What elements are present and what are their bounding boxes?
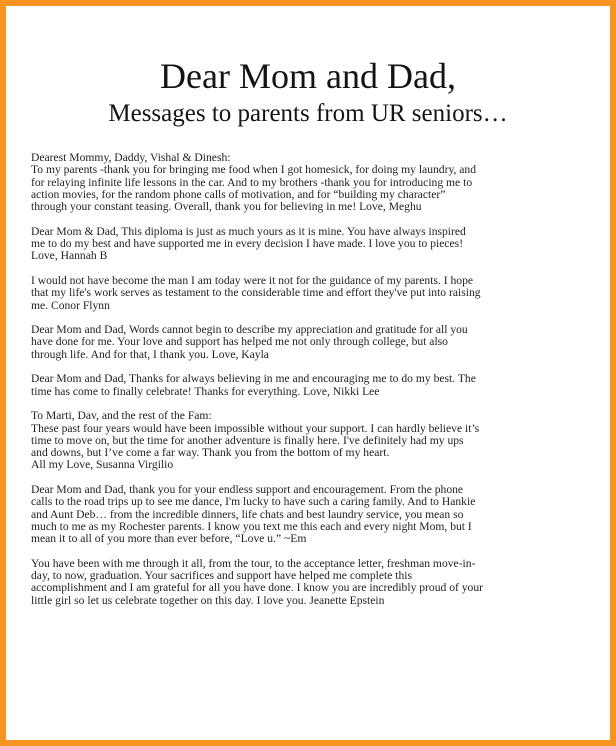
message-line: and downs, but I’ve come a far way. Thank you from the bottom of my heart.	[31, 446, 390, 460]
message-line: These past four years would have been impossible without your support. I can hardly believe it’s	[31, 421, 480, 435]
message-paragraph	[31, 484, 591, 545]
message-paragraph	[31, 152, 591, 213]
message-line: Dear Mom and Dad, Thanks for always believing in me and encouraging me to do my best. The	[31, 372, 476, 386]
page-title: Dear Mom and Dad,	[160, 56, 456, 96]
message-line: Love, Hannah B	[31, 249, 108, 263]
message-paragraph	[31, 275, 591, 312]
message-line: You have been with me through it all, from the tour, to the acceptance letter, freshman move-in-	[31, 556, 476, 570]
message-line: have done for me. Your love and support has helped me not only through college, but also	[31, 335, 448, 349]
message-line: Dear Mom and Dad, Words cannot begin to describe my appreciation and gratitude for all you	[31, 323, 468, 337]
message-line: To my parents -thank you for bringing me food when I got homesick, for doing my laundry, and	[31, 163, 477, 177]
message-line: me to do my best and have supported me in every decision I have made. I love you to pieces!	[31, 237, 464, 251]
message-line: calls to the road trips up to see me dance, I'm lucky to have such a caring family. And to Hankie	[31, 495, 476, 509]
message-line: me. Conor Flynn	[31, 298, 110, 312]
message-line: through life. And for that, I thank you. Love, Kayla	[31, 347, 269, 361]
message-line: Dear Mom & Dad, This diploma is just as much yours as it is mine. You have always inspired	[31, 224, 466, 238]
message-line: Dear Mom and Dad, thank you for your endless support and encouragement. From the phone	[31, 483, 464, 497]
message-line: that my life's work serves as testament to the considerable time and effort they've put into raising	[31, 286, 481, 300]
message-line: To Marti, Dav, and the rest of the Fam:	[31, 409, 212, 423]
message-line: through your constant teasing. Overall, thank you for believing in me! Love, Meghu	[31, 200, 422, 214]
message-line: time has come to finally celebrate! Thanks for everything. Love, Nikki Lee	[31, 384, 380, 398]
page-subtitle: Messages to parents from UR seniors…	[108, 100, 508, 127]
message-line: time to move on, but the time for another adventure is finally here. I've definitely had my ups	[31, 433, 464, 447]
message-paragraph	[31, 226, 591, 263]
messages-list	[31, 152, 591, 619]
message-line: for relaying infinite life lessons in the car. And to my brothers -thank you for introducing me to	[31, 175, 473, 189]
message-line: accomplishment and I am grateful for all you have done. I know you are incredibly proud of your	[31, 581, 484, 595]
message-line: I would not have become the man I am today were it not for the guidance of my parents. I hope	[31, 273, 474, 287]
message-line: Dearest Mommy, Daddy, Vishal & Dinesh:	[31, 151, 231, 164]
message-line: little girl so let us celebrate together on this day. I love you. Jeanette Epstein	[31, 593, 385, 607]
message-paragraph	[31, 324, 591, 361]
message-line: much to me as my Rochester parents. I know you text me this each and every night Mom, but I	[31, 519, 472, 533]
message-paragraph	[31, 410, 591, 471]
message-line: action movies, for the random phone calls of motivation, and for “building my character”	[31, 187, 446, 201]
message-line: mean it to all of you more than ever before, “Love u.” ~Em	[31, 532, 307, 546]
message-paragraph	[31, 373, 591, 398]
message-line: and Aunt Deb… from the incredible dinners, life chats and best laundry service, you mean so	[31, 507, 464, 521]
message-paragraph	[31, 558, 591, 607]
message-line: All my Love, Susanna Virgilio	[31, 458, 174, 472]
message-line: day, to now, graduation. Your sacrifices and support have helped me complete this	[31, 569, 412, 583]
